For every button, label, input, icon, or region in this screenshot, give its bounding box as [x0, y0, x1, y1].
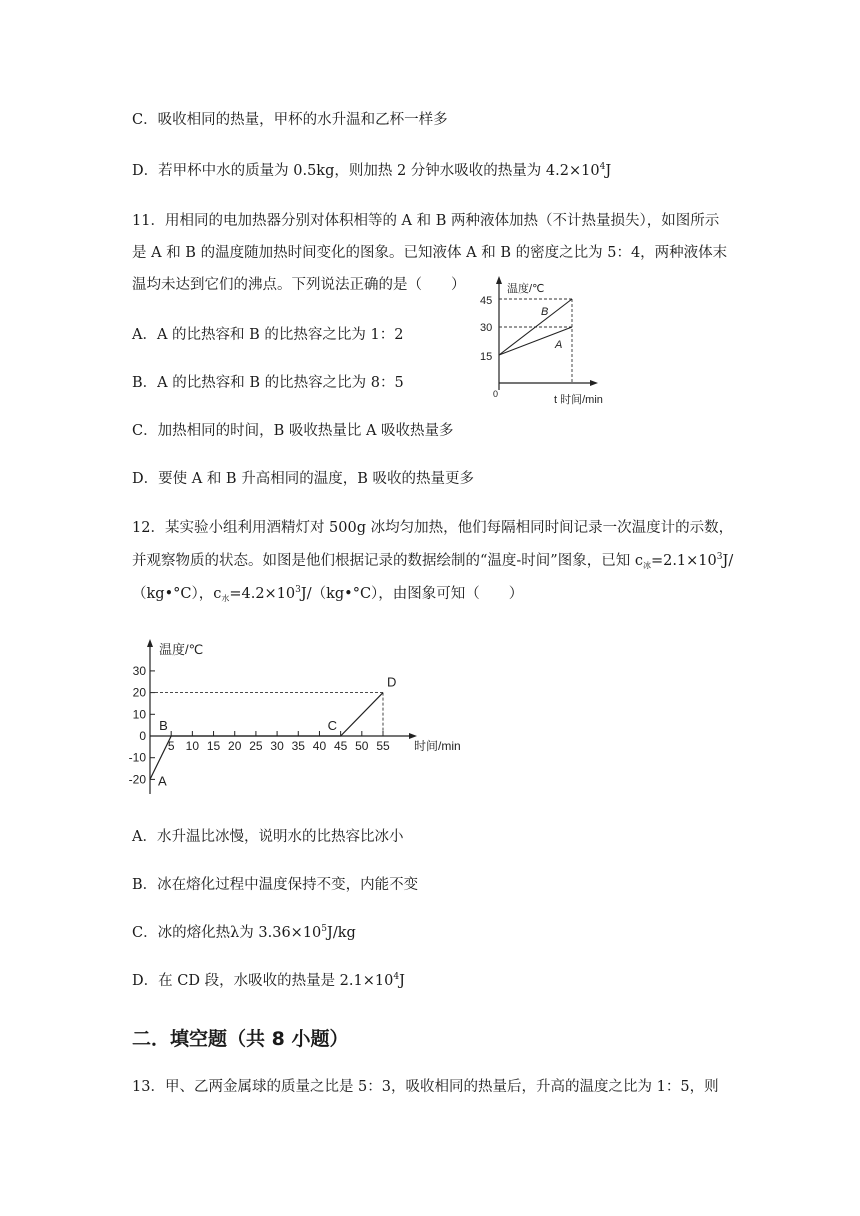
q12-option-d-unit: J [399, 973, 405, 989]
chart2-x-tick-40: 40 [312, 739, 327, 753]
q12-option-c [132, 923, 356, 943]
chart2-x-tick-30: 30 [270, 739, 284, 753]
q12-ice-exponent: 3 [716, 552, 723, 562]
chart2-x-tick-10: 10 [185, 739, 200, 753]
chart1-y-tick-30: 30 [480, 322, 493, 334]
q10-option-d [132, 161, 611, 181]
q12-option-a: A．水升温比冰慢，说明水的比热容比冰小 [132, 829, 404, 845]
q12-ice-value: =2.1×10 [650, 553, 717, 569]
q10-option-c: C．吸收相同的热量，甲杯的水升温和乙杯一样多 [132, 112, 448, 128]
ice-subscript: 冰 [642, 561, 651, 570]
q12-option-d-exponent: 4 [393, 972, 400, 982]
q11-stem-line-3: 温均未达到它们的沸点。下列说法正确的是（ ） [132, 277, 466, 293]
q10-option-d-unit: J [605, 163, 612, 179]
q12-stem-line-3-text: （kg•°C），c [132, 586, 222, 602]
chart2-x-tick-45: 45 [333, 739, 348, 753]
chart2-x-tick-55: 55 [376, 739, 390, 753]
q12-water-exponent: 3 [295, 585, 301, 595]
chart2-x-tick-20: 20 [228, 739, 242, 753]
chart1-x-arrow [590, 380, 598, 386]
q12-option-b: B．冰在熔化过程中温度保持不变，内能不变 [132, 877, 419, 893]
chart2-y-tick-10: 10 [132, 707, 146, 722]
chart1-x-label: t 时间/min [554, 394, 603, 406]
chart2-x-label: 时间/min [414, 739, 461, 753]
q12-water-unit: J/（kg•°C），由图象可知（ ） [300, 586, 524, 602]
chart2-x-tick-35: 35 [291, 739, 305, 753]
chart2-point-label-B: B [159, 718, 168, 733]
q11-option-c: C．加热相同的时间，B 吸收热量比 A 吸收热量多 [132, 423, 454, 439]
q11-stem-line-2: 是 A 和 B 的温度随加热时间变化的图象。已知液体 A 和 B 的密度之比为 5：4，两种液体末 [132, 245, 728, 261]
chart1-series-label-A: A [555, 339, 563, 351]
chart1-y-tick-15: 15 [480, 351, 493, 363]
q12-water-value: =4.2×10 [229, 586, 296, 602]
chart1-y-label: 温度/℃ [507, 283, 545, 295]
q12-stem-line-2-text: 并观察物质的状态。如图是他们根据记录的数据绘制的“温度-时间”图象，已知 c [132, 553, 643, 569]
q12-stem-line-1: 12．某实验小组利用酒精灯对 500g 冰均匀加热，他们每隔相同时间记录一次温度计的示数， [132, 520, 734, 536]
chart2-axes [147, 639, 417, 794]
chart2-y-tick-30: 30 [132, 663, 146, 678]
q12-stem-line-2 [132, 551, 733, 571]
chart2-point-label-A: A [158, 773, 167, 789]
chart2-x-tick-15: 15 [206, 739, 221, 753]
q12-option-c-unit: J/kg [327, 925, 356, 941]
chart2-x-tick-25: 25 [249, 739, 263, 753]
chart2-x-tick-50: 50 [355, 739, 369, 753]
chart2-x-tick-5: 5 [167, 739, 175, 753]
chart2-y-tick-20: 20 [132, 685, 146, 700]
ice-heating-temperature-time-chart [128, 632, 478, 798]
chart1-y-tick-45: 45 [480, 295, 493, 307]
q12-option-c-text: C．冰的熔化热λ为 3.36×10 [132, 925, 322, 941]
chart2-point-label-D: D [387, 674, 397, 690]
chart1-origin-label: 0 [493, 389, 499, 399]
chart2-y-arrow [147, 639, 153, 647]
section-heading-fill-in: 二．填空题（共 8 小题） [132, 1028, 349, 1050]
q11-option-b: B．A 的比热容和 B 的比热容之比为 8：5 [132, 375, 404, 391]
q11-option-a: A．A 的比热容和 B 的比热容之比为 1：2 [132, 327, 404, 343]
water-subscript: 水 [221, 594, 230, 603]
q12-ice-unit: J/ [722, 553, 734, 569]
q12-option-d-text: D．在 CD 段，水吸收的热量是 2.1×10 [132, 973, 394, 989]
chart1-y-arrow [496, 276, 502, 284]
q11-option-d: D．要使 A 和 B 升高相同的温度，B 吸收的热量更多 [132, 471, 474, 487]
chart2-y-tick--10: -10 [128, 750, 146, 765]
q10-option-d-exponent: 4 [599, 162, 606, 172]
q12-option-d [132, 971, 405, 991]
q11-stem-line-1: 11．用相同的电加热器分别对体积相等的 A 和 B 两种液体加热（不计热量损失），如图所示 [132, 213, 720, 229]
chart2-y-tick-0: 0 [139, 729, 146, 743]
q12-stem-line-3 [132, 584, 523, 604]
chart2-y-label: 温度/℃ [159, 642, 204, 657]
q12-option-c-exponent: 5 [321, 924, 328, 934]
chart2-point-label-C: C [327, 718, 338, 733]
chart2-y-tick--20: -20 [128, 772, 146, 787]
q10-option-d-text: D．若甲杯中水的质量为 0.5kg，则加热 2 分钟水吸收的热量为 4.2×10 [132, 163, 600, 179]
q13-stem-line-1: 13．甲、乙两金属球的质量之比是 5：3，吸收相同的热量后，升高的温度之比为 1：5，则 [132, 1079, 719, 1095]
chart1-series-label-B: B [541, 306, 549, 318]
temperature-time-chart-ab [470, 272, 645, 412]
